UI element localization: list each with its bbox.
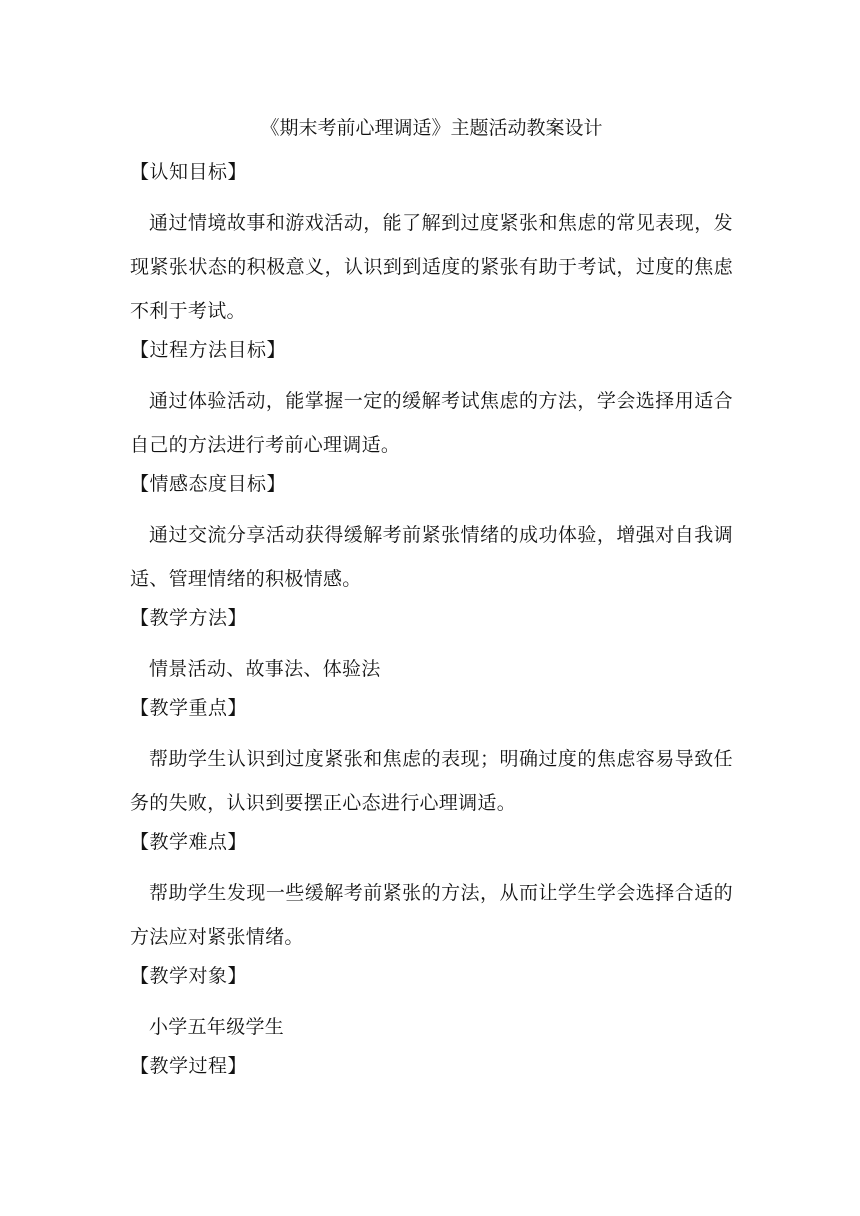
section-teaching-method bbox=[130, 602, 733, 691]
section-emotion-attitude-goal bbox=[130, 468, 733, 601]
section-heading: 【过程方法目标】 bbox=[130, 339, 287, 361]
section-heading: 【认知目标】 bbox=[130, 161, 248, 183]
section-heading: 【教学过程】 bbox=[130, 1055, 248, 1077]
document-title: 《期末考前心理调适》主题活动教案设计 bbox=[260, 117, 603, 139]
section-heading: 【教学难点】 bbox=[130, 831, 248, 853]
section-heading: 【教学重点】 bbox=[130, 697, 248, 719]
section-teaching-process bbox=[130, 1050, 733, 1082]
section-body: 情景活动、故事法、体验法 bbox=[149, 658, 381, 680]
section-teaching-focus bbox=[130, 692, 733, 825]
document-content bbox=[130, 112, 733, 1095]
section-teaching-difficulty bbox=[130, 826, 733, 959]
section-teaching-target bbox=[130, 960, 733, 1049]
section-body: 通过情境故事和游戏活动，能了解到过度紧张和焦虑的常见表现，发现紧张状态的积极意义，认识到到适度的紧张有助于考试，过度的焦虑不利于考试。 bbox=[130, 212, 733, 322]
section-body: 帮助学生发现一些缓解考前紧张的方法，从而让学生学会选择合适的方法应对紧张情绪。 bbox=[130, 882, 733, 948]
section-body: 通过交流分享活动获得缓解考前紧张情绪的成功体验，增强对自我调适、管理情绪的积极情感。 bbox=[130, 524, 733, 590]
section-process-method-goal bbox=[130, 334, 733, 467]
section-cognitive-goal bbox=[130, 156, 733, 333]
section-body: 通过体验活动，能掌握一定的缓解考试焦虑的方法，学会选择用适合自己的方法进行考前心理调适。 bbox=[130, 390, 733, 456]
section-heading: 【教学方法】 bbox=[130, 607, 248, 629]
section-heading: 【教学对象】 bbox=[130, 965, 248, 987]
section-body: 帮助学生认识到过度紧张和焦虑的表现；明确过度的焦虑容易导致任务的失败，认识到要摆正心态进行心理调适。 bbox=[130, 748, 733, 814]
section-heading: 【情感态度目标】 bbox=[130, 473, 287, 495]
section-body: 小学五年级学生 bbox=[149, 1016, 285, 1038]
